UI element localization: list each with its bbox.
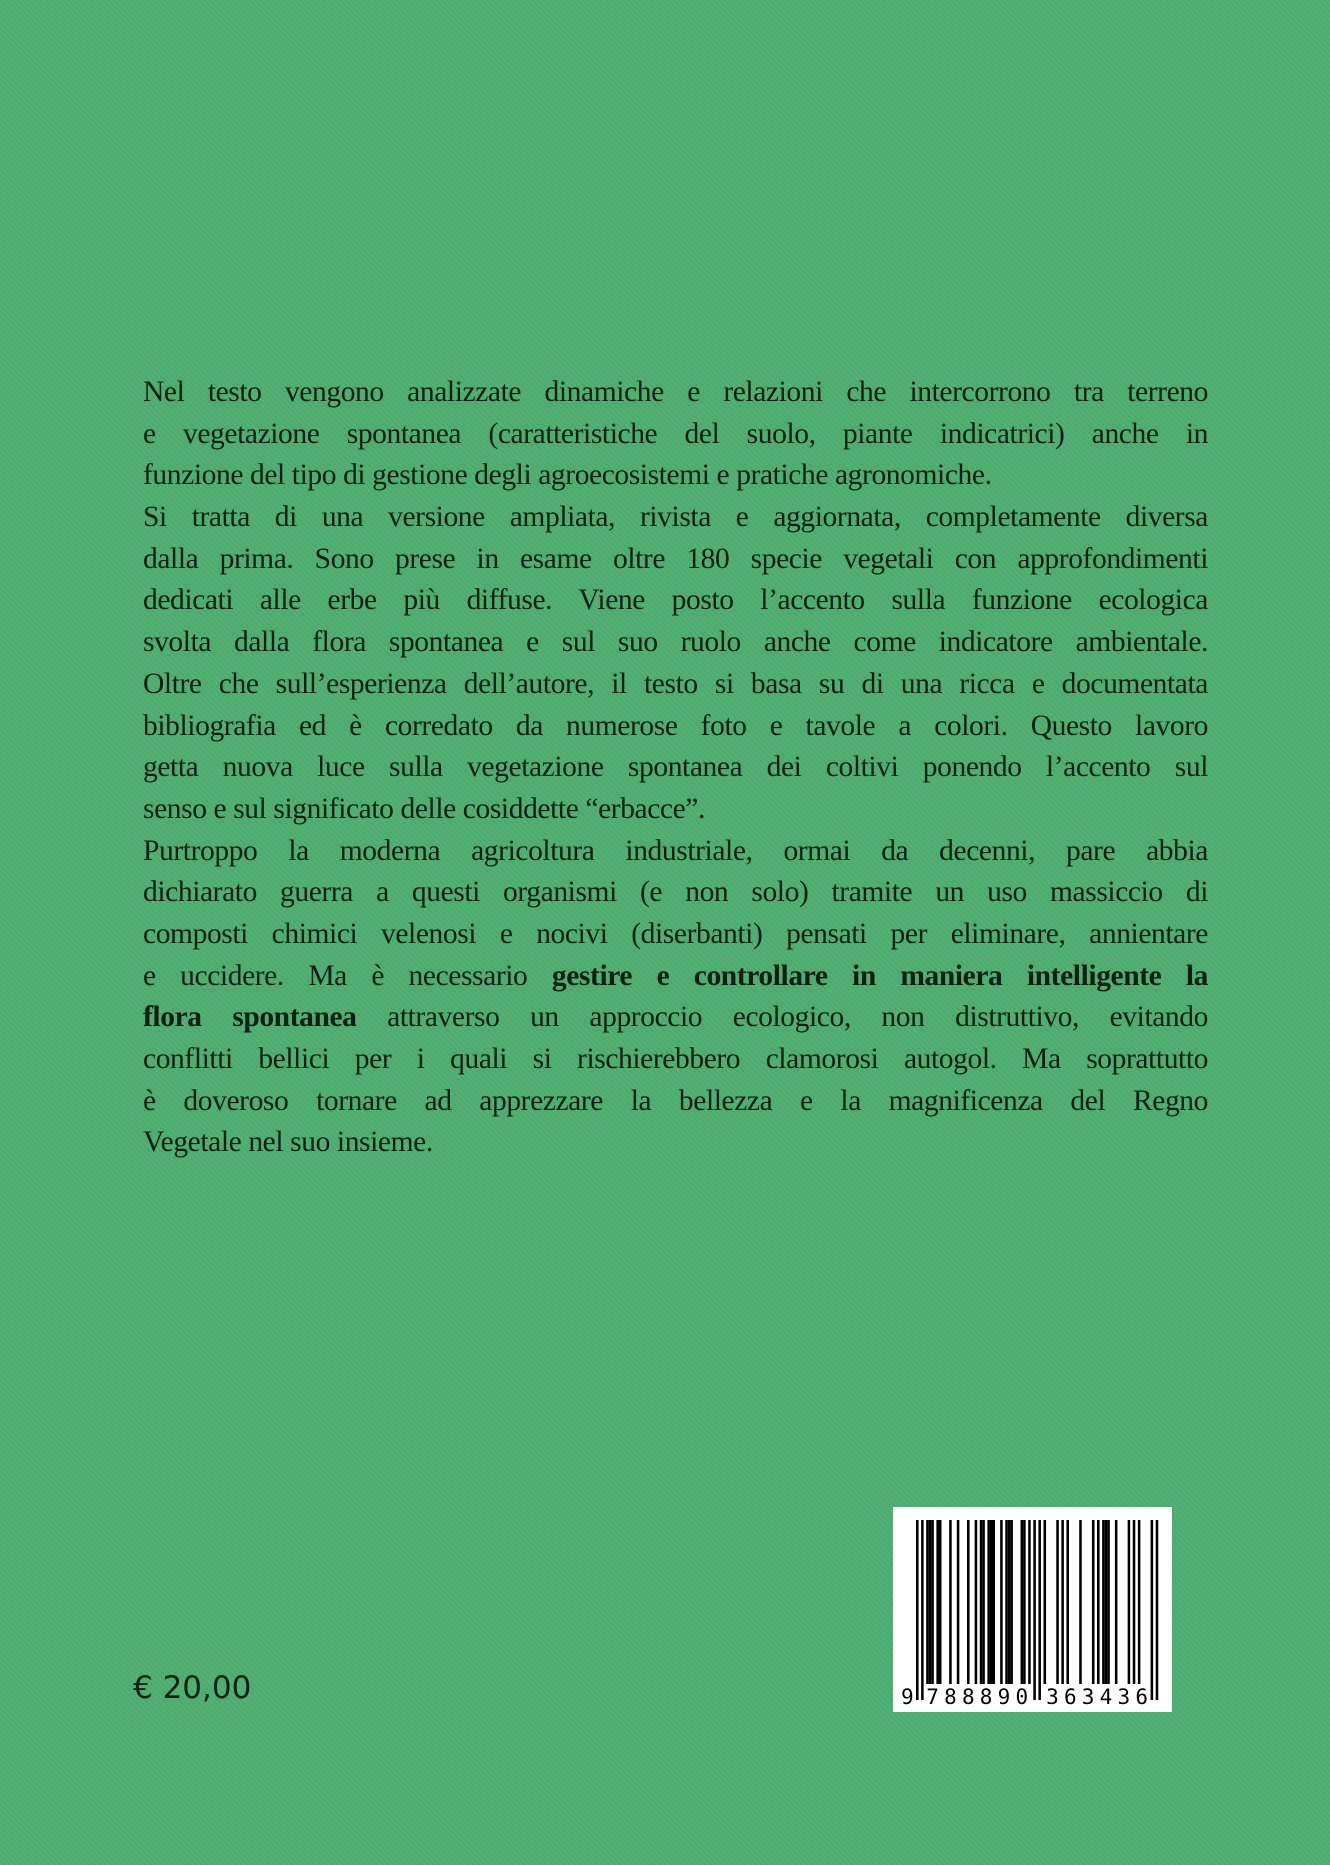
barcode-bar — [949, 1520, 952, 1684]
barcode-bar — [931, 1520, 934, 1684]
text-segment: senso e sul significato delle cosiddette “erbacce”. — [143, 792, 705, 825]
text-segment: funzione del tipo di gestione degli agroecosistemi e pratiche agronomiche. — [143, 459, 992, 492]
text-segment: è doveroso tornare ad apprezzare la bellezza e la magnificenza del Regno — [143, 1084, 1208, 1117]
text-segment: Oltre che sull’esperienza dell’autore, il testo si basa su di una ricca e documentata — [143, 667, 1208, 700]
text-line — [143, 831, 1208, 873]
barcode-bar — [1023, 1520, 1026, 1684]
barcode-bar — [957, 1520, 960, 1684]
text-segment: attraverso un approccio ecologico, non distruttivo, evitando — [356, 1001, 1208, 1034]
barcode-bar — [916, 1520, 919, 1700]
barcode-bar — [1115, 1520, 1118, 1684]
bold-text: flora spontanea — [143, 1001, 357, 1034]
barcode-digit: 6 — [1135, 1685, 1149, 1709]
barcode-bar — [1010, 1520, 1013, 1684]
barcode-bar — [1056, 1520, 1059, 1684]
text-line — [143, 497, 1208, 539]
barcode-bar — [967, 1520, 970, 1684]
isbn-barcode — [893, 1507, 1172, 1712]
barcode-bar — [1033, 1520, 1036, 1700]
barcode-digit: 3 — [1081, 1685, 1095, 1709]
barcode-bar — [1097, 1520, 1100, 1684]
barcode-bar — [987, 1520, 990, 1684]
barcode-bar — [980, 1520, 983, 1684]
barcode-digit: 9 — [997, 1685, 1011, 1709]
text-segment: composti chimici velenosi e nocivi (diserbanti) pensati per eliminare, annientare — [143, 917, 1208, 950]
text-segment: e uccidere. Ma è necessario — [143, 959, 552, 992]
barcode-bar — [1107, 1520, 1110, 1684]
barcode-digit: 8 — [944, 1685, 957, 1709]
text-line — [143, 789, 1208, 831]
barcode-bar — [1151, 1520, 1154, 1700]
text-segment: Purtroppo la moderna agricoltura industriale, ormai da decenni, pare abbia — [143, 834, 1208, 867]
text-segment: dedicati alle erbe più diffuse. Viene posto l’accento sulla funzione ecologica — [143, 584, 1208, 617]
text-segment: Nel testo vengono analizzate dinamiche e relazioni che intercorrono tra terreno — [143, 376, 1208, 408]
barcode-digit: 8 — [979, 1685, 993, 1709]
text-line — [143, 372, 1208, 414]
barcode-bar — [1079, 1520, 1082, 1684]
text-line — [143, 1122, 1208, 1164]
barcode-bar — [1092, 1520, 1095, 1684]
barcode-bar — [921, 1520, 924, 1700]
barcode-bar — [1008, 1520, 1011, 1684]
barcode-digit: 3 — [1117, 1685, 1131, 1709]
barcode-bar — [1133, 1520, 1136, 1684]
barcode-bar — [1061, 1520, 1064, 1684]
barcode-bar — [1021, 1520, 1024, 1684]
barcode-bar — [926, 1520, 929, 1684]
text-line — [143, 455, 1208, 497]
barcode-bar — [1102, 1520, 1105, 1684]
barcode-digit: 4 — [1099, 1685, 1113, 1709]
back-cover-description — [143, 372, 1208, 1164]
text-line — [143, 914, 1208, 956]
text-line — [143, 872, 1208, 914]
barcode-bar — [1105, 1520, 1108, 1684]
barcode-bar — [1128, 1520, 1131, 1684]
barcode-digit: 7 — [926, 1685, 939, 1709]
barcode-bar — [975, 1520, 978, 1684]
text-line — [143, 747, 1208, 789]
barcode-bar — [1066, 1520, 1069, 1684]
text-line — [143, 997, 1208, 1039]
barcode-bar — [1156, 1520, 1159, 1700]
text-segment: bibliografia ed è corredato da numerose foto e tavole a colori. Questo lavoro — [143, 709, 1208, 742]
text-line — [143, 706, 1208, 748]
text-segment: dichiarato guerra a questi organismi (e non solo) tramite un uso massiccio di — [143, 876, 1208, 909]
text-segment: getta nuova luce sulla vegetazione spontanea dei coltivi ponendo l’accento sul — [143, 751, 1208, 784]
bold-text: gestire e controllare in maniera intelligente la — [551, 959, 1208, 992]
barcode-bar — [993, 1520, 996, 1684]
text-line — [143, 1081, 1208, 1123]
text-segment: dalla prima. Sono prese in esame oltre 180 specie vegetali con approfondimenti — [143, 542, 1208, 575]
barcode-digit: 0 — [1015, 1685, 1029, 1709]
text-segment: Si tratta di una versione ampliata, rivista e aggiornata, completamente diversa — [143, 501, 1208, 534]
text-segment: Vegetale nel suo insieme. — [143, 1126, 433, 1159]
barcode-bar — [939, 1520, 942, 1684]
text-line — [143, 414, 1208, 456]
text-line — [143, 664, 1208, 706]
text-segment: svolta dalla flora spontanea e sul suo ruolo anche come indicatore ambientale. — [143, 626, 1208, 659]
barcode-digit: 9 — [901, 1685, 914, 1709]
barcode-bar — [990, 1520, 993, 1684]
text-line — [143, 956, 1208, 998]
text-line — [143, 622, 1208, 664]
barcode-bar — [1005, 1520, 1008, 1684]
barcode-bar — [982, 1520, 985, 1684]
barcode-bar — [929, 1520, 932, 1684]
text-line — [143, 580, 1208, 622]
barcode-bar — [1028, 1520, 1031, 1684]
barcode-bar — [936, 1520, 939, 1684]
text-line — [143, 539, 1208, 581]
text-segment: conflitti bellici per i quali si rischierebbero clamorosi autogol. Ma soprattutto — [143, 1043, 1208, 1075]
barcode-bars — [893, 1507, 1172, 1712]
barcode-digit: 6 — [1063, 1685, 1077, 1709]
text-segment: e vegetazione spontanea (caratteristiche del suolo, piante indicatrici) anche in — [143, 417, 1208, 450]
price: € 20,00 — [133, 1670, 252, 1706]
barcode-bar — [1138, 1520, 1141, 1684]
text-line — [143, 1039, 1208, 1081]
barcode-digit: 8 — [961, 1685, 975, 1709]
barcode-bar — [1038, 1520, 1041, 1700]
barcode-bar — [1044, 1520, 1047, 1684]
barcode-digit: 3 — [1046, 1685, 1059, 1709]
barcode-bar — [1000, 1520, 1003, 1684]
